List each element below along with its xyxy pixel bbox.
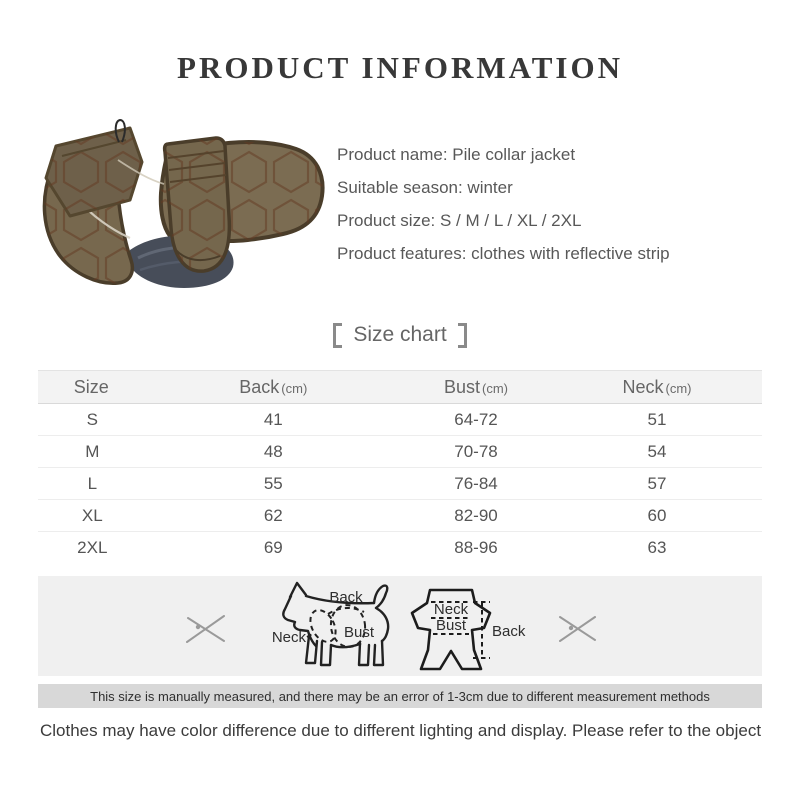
size-chart-heading-label: Size chart xyxy=(353,323,447,346)
measurement-note-text: This size is manually measured, and there may be an error of 1-3cm due to different measurement methods xyxy=(90,688,710,704)
diagram-band xyxy=(38,576,762,676)
table-cell: 62 xyxy=(147,500,400,532)
garment-bust-label: Bust xyxy=(435,617,467,634)
product-details xyxy=(337,138,670,270)
table-cell: 63 xyxy=(552,532,762,564)
table-cell: S xyxy=(86,409,98,429)
dog-bust-label: Bust xyxy=(344,624,375,641)
scissors-right-icon xyxy=(560,617,595,641)
table-row xyxy=(38,500,762,532)
table-cell: 2XL xyxy=(38,532,147,564)
measurement-note-bar xyxy=(38,684,762,708)
table-cell: 57 xyxy=(552,468,762,500)
table-cell: 48 xyxy=(147,436,400,468)
size-table-wrap xyxy=(38,370,762,564)
column-header-bust: Bust (cm) xyxy=(400,371,552,404)
measurement-diagram xyxy=(38,576,762,676)
table-cell: XL xyxy=(38,500,147,532)
size-chart-heading xyxy=(0,320,800,350)
detail-size: Product size: S / M / L / XL / 2XL xyxy=(337,211,582,230)
garment-neck-label: Neck xyxy=(433,601,469,618)
table-cell: 88-96 xyxy=(400,532,552,564)
table-row xyxy=(38,436,762,468)
dog-neck-label: Neck xyxy=(271,629,306,646)
scissors-left-icon xyxy=(187,616,224,642)
garment-back-label: Back xyxy=(492,623,526,640)
column-header-size: Size xyxy=(38,371,147,404)
dog-back-label: Back xyxy=(329,589,363,606)
table-cell: M xyxy=(38,436,147,468)
jacket-collar xyxy=(46,128,164,216)
table-cell: 64-72 xyxy=(454,409,498,429)
table-cell: 69 xyxy=(147,532,400,564)
size-table-body xyxy=(38,404,762,564)
column-header-back: Back (cm) xyxy=(147,371,400,404)
size-table xyxy=(38,370,762,564)
color-difference-note: Clothes may have color difference due to different lighting and display. Please refer to the object xyxy=(40,721,762,740)
table-cell: 41 xyxy=(263,409,283,429)
table-cell: 82-90 xyxy=(400,500,552,532)
table-row xyxy=(38,404,762,436)
table-cell: L xyxy=(38,468,147,500)
table-row xyxy=(38,532,762,564)
bracket-right-icon xyxy=(458,323,467,348)
table-cell: 76-84 xyxy=(400,468,552,500)
table-cell: 54 xyxy=(552,436,762,468)
table-cell: 55 xyxy=(147,468,400,500)
page-title: PRODUCT INFORMATION xyxy=(177,50,623,85)
table-cell: 51 xyxy=(647,409,667,429)
detail-product-name: Product name: Pile collar jacket xyxy=(337,145,576,164)
column-header-neck: Neck (cm) xyxy=(552,371,762,404)
detail-features: Product features: clothes with reflective strip xyxy=(337,244,670,263)
product-image xyxy=(18,100,330,296)
detail-season: Suitable season: winter xyxy=(337,178,513,197)
table-header-row xyxy=(38,371,762,404)
table-cell: 70-78 xyxy=(400,436,552,468)
table-cell: 60 xyxy=(552,500,762,532)
table-row xyxy=(38,468,762,500)
product-photo xyxy=(18,100,330,296)
bracket-left-icon xyxy=(333,323,342,348)
jacket-strap xyxy=(165,138,230,271)
